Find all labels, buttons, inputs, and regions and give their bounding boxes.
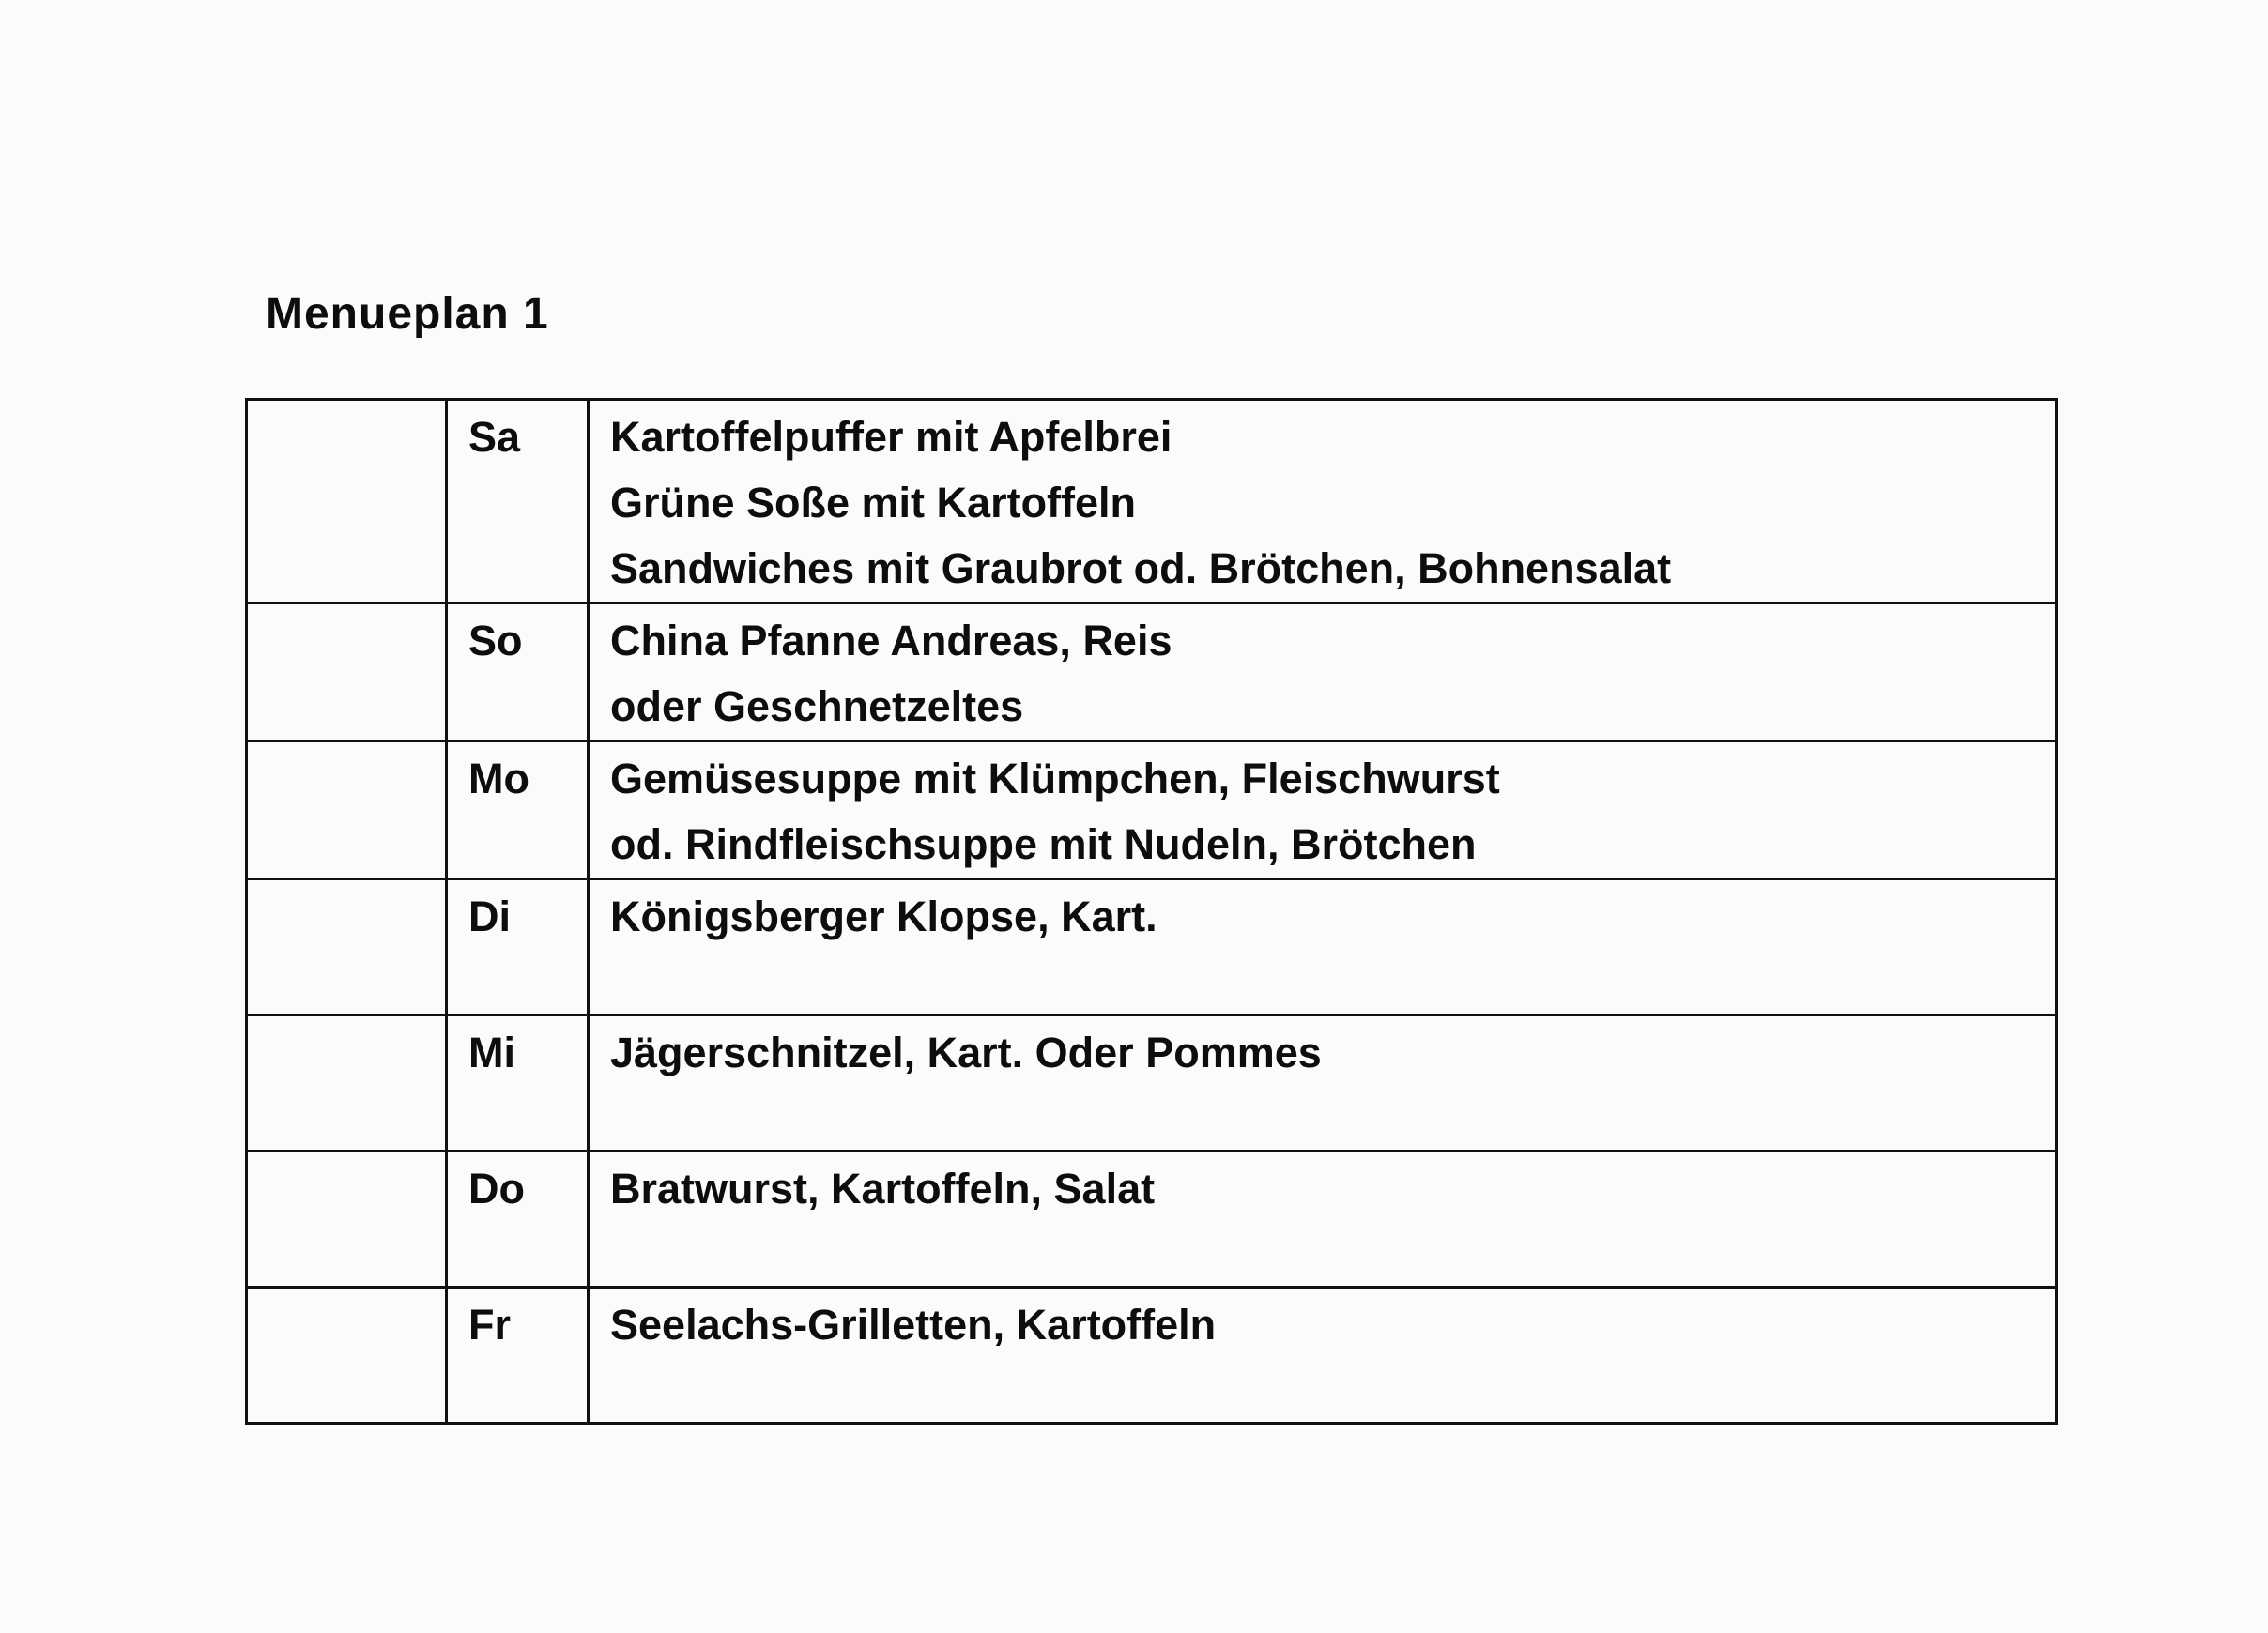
dishes-cell — [589, 1152, 2057, 1288]
day-cell: Mi — [447, 1015, 589, 1152]
dishes-cell — [589, 400, 2057, 603]
dish-line: Bratwurst, Kartoffeln, Salat — [610, 1165, 1156, 1213]
menu-row-di — [247, 879, 2057, 1015]
dish-line: Grüne Soße mit Kartoffeln — [610, 479, 1137, 527]
dishes-cell — [589, 603, 2057, 741]
page-title: Menueplan 1 — [266, 289, 549, 339]
dishes-cell — [589, 1288, 2057, 1424]
menu-row-do — [247, 1152, 2057, 1288]
dish-line: Seelachs-Grilletten, Kartoffeln — [610, 1301, 1217, 1349]
dish-line: Jägerschnitzel, Kart. Oder Pommes — [610, 1029, 1322, 1076]
day-cell: Sa — [447, 400, 589, 603]
menu-row-sa — [247, 400, 2057, 603]
day-cell: Mo — [447, 741, 589, 879]
empty-cell — [247, 741, 447, 879]
dish-line: od. Rindfleischsuppe mit Nudeln, Brötchen — [610, 820, 1477, 868]
menu-table — [245, 398, 2058, 1425]
day-cell: Di — [447, 879, 589, 1015]
empty-cell — [247, 1288, 447, 1424]
dish-line: Kartoffelpuffer mit Apfelbrei — [610, 413, 1172, 461]
empty-cell — [247, 400, 447, 603]
dish-line: Königsberger Klopse, Kart. — [610, 893, 1157, 940]
empty-cell — [247, 1015, 447, 1152]
menu-row-fr — [247, 1288, 2057, 1424]
day-cell: So — [447, 603, 589, 741]
menu-row-mi — [247, 1015, 2057, 1152]
empty-cell — [247, 603, 447, 741]
empty-cell — [247, 879, 447, 1015]
dishes-cell — [589, 1015, 2057, 1152]
dish-line: oder Geschnetzeltes — [610, 682, 1024, 730]
dish-line: Sandwiches mit Graubrot od. Brötchen, Bohnensalat — [610, 544, 1672, 592]
day-cell: Do — [447, 1152, 589, 1288]
dish-line: Gemüsesuppe mit Klümpchen, Fleischwurst — [610, 755, 1500, 802]
menu-row-so — [247, 603, 2057, 741]
dish-line: China Pfanne Andreas, Reis — [610, 617, 1172, 664]
dishes-cell — [589, 879, 2057, 1015]
menu-row-mo — [247, 741, 2057, 879]
empty-cell — [247, 1152, 447, 1288]
day-cell: Fr — [447, 1288, 589, 1424]
dishes-cell — [589, 741, 2057, 879]
